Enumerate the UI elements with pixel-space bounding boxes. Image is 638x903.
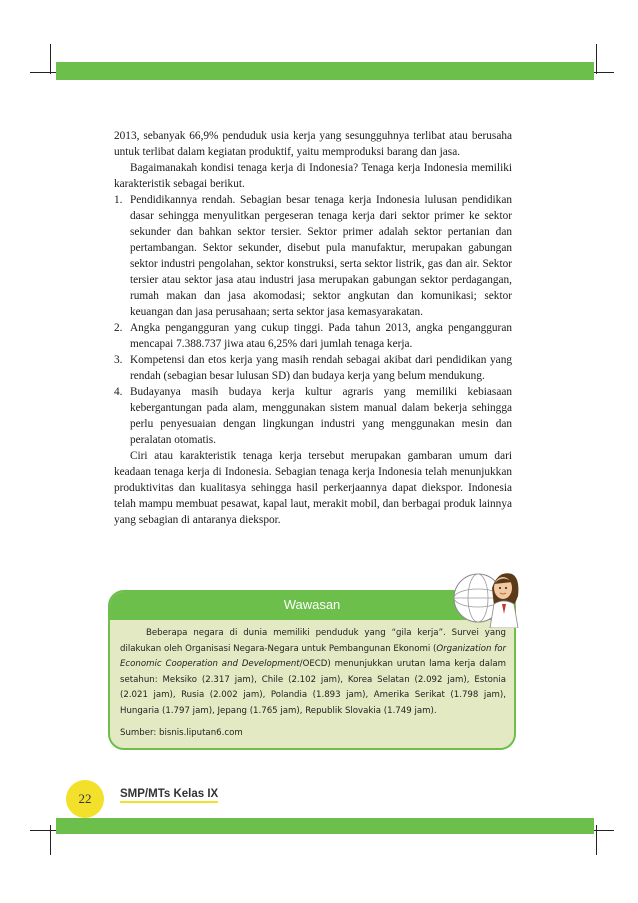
box-paragraph (120, 626, 506, 720)
box-body (120, 626, 506, 741)
list-item (114, 352, 512, 384)
list-number: 1. (114, 194, 123, 206)
list-item (114, 192, 512, 320)
list-number: 4. (114, 386, 123, 398)
box-text-italic: Organization for Economic Cooperation and Development (120, 643, 507, 670)
list-text: Kompetensi dan etos kerja yang masih rendah sebagai akibat dari pendidikan yang rendah (sebagian besar lulusan SD) dan budaya kerja yang belum mendukung. (130, 354, 512, 382)
paragraph: Ciri atau karakteristik tenaga kerja tersebut merupakan gambaran umum dari keadaan tenaga kerja di Indonesia. Sebagian tenaga kerja Indonesia telah menunjukkan produktivitas dan kualitasya sehingga hasil perkerjaannya dapat diekspor. Indonesia telah mampu membuat pesawat, kapal laut, merakit mobil, dan berbagai produk lainnya yang sebagian di antaranya diekspor. (114, 450, 512, 526)
list-text: Budayanya masih budaya kerja kultur agraris yang memiliki kebiasaan kebergantungan pada alam, menggunakan sistem manual dalam bekerja sehingga perlu penyesuaian dengan lingkungan industri yang menggunakan mesin dan peralatan otomatis. (130, 386, 512, 446)
list-item (114, 320, 512, 352)
box-source: Sumber: bisnis.liputan6.com (120, 727, 243, 738)
characteristics-list (114, 192, 512, 448)
crop-mark (596, 44, 597, 74)
crop-mark (50, 44, 51, 74)
box-text: Beberapa negara di dunia memiliki penduduk yang “gila kerja”. Survei yang dilakukan oleh Organisasi Negara-Negara untuk Pembangunan Ekonomi ( (120, 628, 506, 654)
book-title: SMP/MTs Kelas IX (120, 788, 218, 803)
list-item (114, 384, 512, 448)
list-text: Pendidikannya rendah. Sebagian besar tenaga kerja Indonesia lulusan pendidikan dasar sehingga menyulitkan pergeseran tenaga kerja dari sektor primer ke sektor sekunder dan bahkan sektor tersier. Sektor primer adalah sektor pertanian dan pertambangan. Sektor sekunder, disebut pula manufaktur, merupakan gabungan sektor industri pengolahan, sektor konstruksi, serta sektor listrik, gas dan air. Sektor tersier atau sektor jasa atau industri jasa merupakan gabungan sektor perdagangan, rumah makan dan jasa akomodasi; sektor angkutan dan komunikasi; sektor keuangan dan jasa perusahaan; serta sektor jasa kemasyarakatan. (130, 194, 512, 318)
header-bar (56, 62, 594, 80)
footer-bar (56, 818, 594, 834)
list-number: 3. (114, 354, 123, 366)
body-text (114, 128, 512, 528)
box-title: Wawasan (283, 597, 341, 612)
list-text: Angka pengangguran yang cukup tinggi. Pada tahun 2013, angka pengangguran mencapai 7.388.737 jiwa atau 6,25% dari jumlah tenaga kerja. (130, 322, 512, 350)
paragraph: 2013, sebanyak 66,9% penduduk usia kerja yang sesungguhnya terlibat atau berusaha untuk terlibat dalam kegiatan produktif, yaitu memproduksi barang dan jasa. (114, 130, 512, 158)
student-globe-illustration (448, 558, 526, 628)
list-number: 2. (114, 322, 123, 334)
paragraph: Bagaimanakah kondisi tenaga kerja di Indonesia? Tenaga kerja Indonesia memiliki karakteristik sebagai berikut. (114, 162, 512, 190)
page-number: 22 (66, 780, 104, 818)
box-text: /OECD) menunjukkan urutan lama kerja dalam setahun: Meksiko (2.317 jam), Chile (2.102 jam), Korea Selatan (2.092 jam), Estonia (2.021 jam), Rusia (2.002 jam), Polandia (1.893 jam), Amerika Serikat (1.798 jam), Hungaria (1.797 jam), Jepang (1.765 jam), Republik Slovakia (1.749 jam). (120, 659, 506, 716)
